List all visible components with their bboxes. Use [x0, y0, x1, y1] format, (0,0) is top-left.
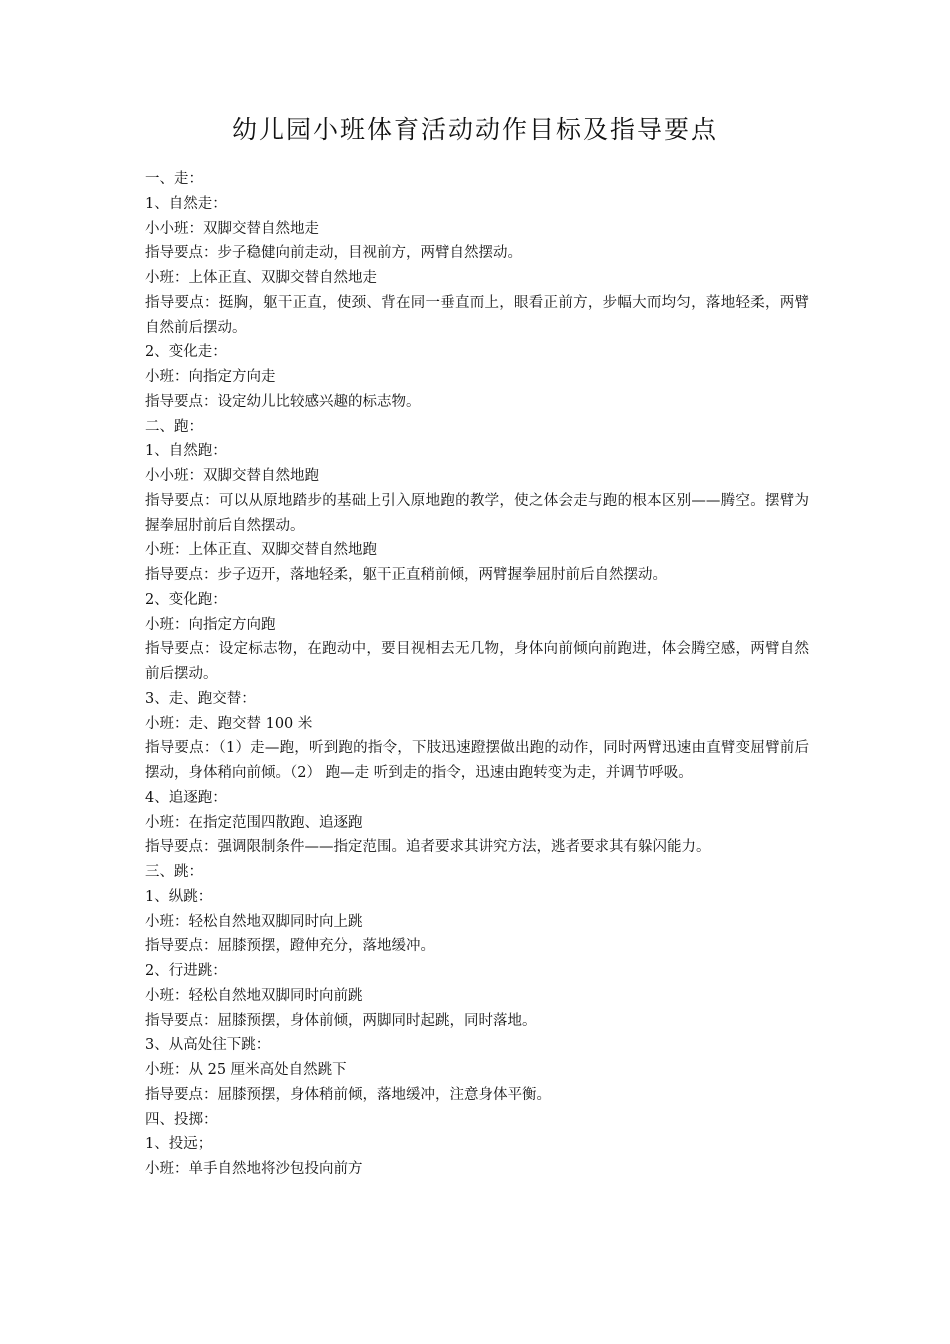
text-line: 小班：从 25 厘米高处自然跳下 [145, 1062, 347, 1078]
text-line: 小班：单手自然地将沙包投向前方 [145, 1161, 363, 1177]
text-line: 小班：向指定方向跑 [145, 616, 276, 633]
text-line: 指导要点：设定幼儿比较感兴趣的标志物。 [145, 393, 421, 410]
text-line: 小班：轻松自然地双脚同时向前跳 [145, 987, 363, 1004]
text-line: 三、跳： [145, 864, 203, 880]
text-line: 指导要点：（1）走—跑，听到跑的指令，下肢迅速蹬摆做出跑的动作，同时两臂迅速由直臂变屈臂前后摆动，身体稍向前倾。（2） 跑—走 听到走的指令，迅速由跑转变为走，并调节呼吸。 [145, 740, 809, 781]
text-line: 二、跑： [145, 418, 203, 435]
text-line: 小班：轻松自然地双脚同时向上跳 [145, 913, 363, 930]
text-line: 一、走： [145, 171, 203, 187]
text-line: 指导要点：设定标志物，在跑动中，要目视相去无几物，身体向前倾向前跑进，体会腾空感，两臂自然前后摆动。 [145, 641, 809, 682]
text-line: 指导要点：挺胸，躯干正直，使颈、背在同一垂直而上，眼看正前方，步幅大而均匀，落地轻柔，两臂自然前后摆动。 [145, 294, 809, 336]
text-line: 1、投远； [145, 1136, 213, 1153]
text-line: 小班：向指定方向走 [145, 369, 276, 385]
text-line: 指导要点：可以从原地踏步的基础上引入原地跑的教学，使之体会走与跑的根本区别——腾空。摆臂为握拳屈肘前后自然摆动。 [145, 492, 809, 534]
text-line: 1、纵跳： [145, 888, 213, 905]
text-line: 2、变化跑： [145, 591, 227, 608]
text-line: 1、自然走： [145, 195, 227, 212]
text-line: 小小班：双脚交替自然地跑 [145, 468, 319, 484]
text-line: 小班：走、跑交替 100 米 [145, 715, 313, 732]
text-line: 2、行进跳： [145, 963, 227, 979]
text-line: 1、自然跑： [145, 443, 227, 460]
text-line: 3、走、跑交替： [145, 690, 256, 707]
text-line: 指导要点：屈膝预摆，身体前倾，两脚同时起跳，同时落地。 [145, 1012, 537, 1029]
document-body [145, 167, 809, 1182]
text-line: 4、追逐跑： [145, 789, 227, 806]
text-line: 指导要点：屈膝预摆，身体稍前倾，落地缓冲，注意身体平衡。 [145, 1086, 551, 1103]
text-line: 小班：在指定范围四散跑、追逐跑 [145, 814, 363, 831]
text-line: 小班：上体正直、双脚交替自然地跑 [145, 542, 377, 559]
text-line: 指导要点：强调限制条件——指定范围。追者要求其讲究方法，逃者要求其有躲闪能力。 [145, 839, 711, 856]
text-line: 小小班：双脚交替自然地走 [145, 220, 319, 237]
document-title: 幼儿园小班体育活动动作目标及指导要点 [231, 115, 718, 144]
text-line: 2、变化走： [145, 344, 227, 361]
text-line: 指导要点：步子迈开，落地轻柔，躯干正直稍前倾，两臂握拳屈肘前后自然摆动。 [145, 567, 667, 583]
text-line: 四、投掷： [145, 1111, 218, 1128]
text-line: 指导要点：屈膝预摆，蹬伸充分，落地缓冲。 [145, 938, 435, 955]
text-line: 指导要点：步子稳健向前走动，目视前方，两臂自然摆动。 [145, 245, 522, 262]
text-line: 3、从高处往下跳： [145, 1037, 271, 1054]
text-line: 小班：上体正直、双脚交替自然地走 [145, 270, 377, 286]
